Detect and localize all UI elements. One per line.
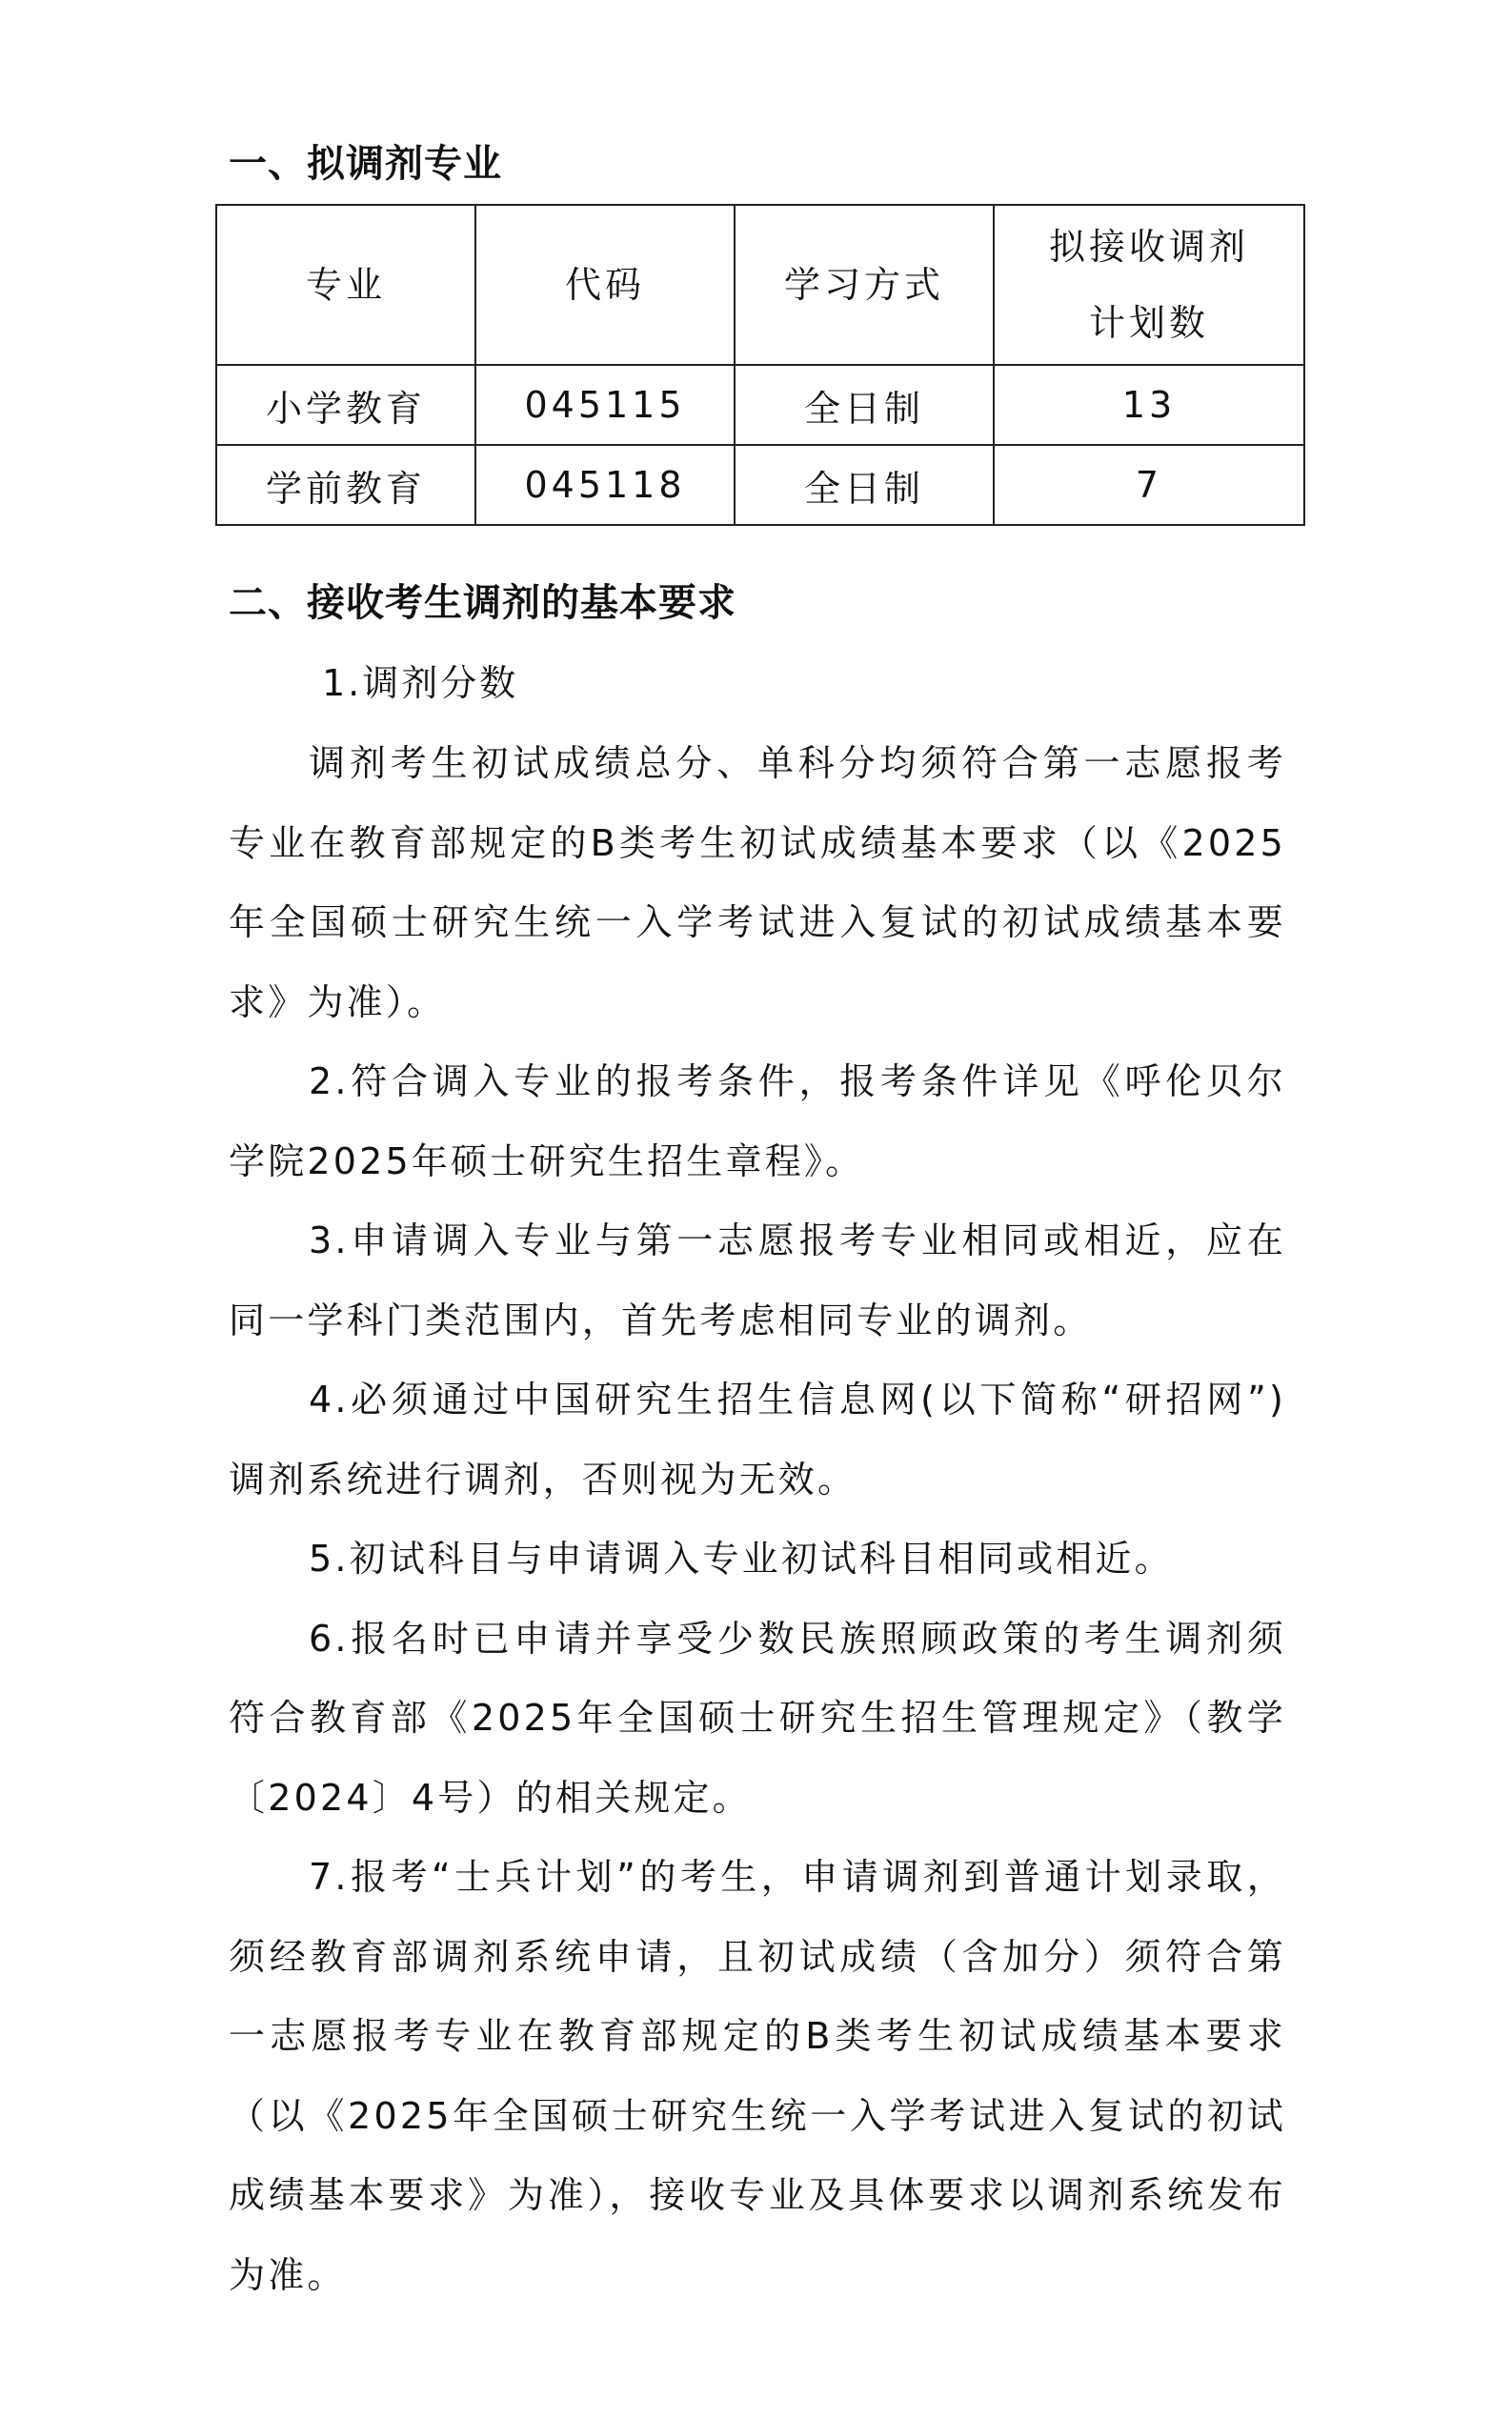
section-heading-requirements: 二、接收考生调剂的基本要求 — [229, 581, 736, 625]
paragraph-item-5: 5.初试科目与申请调入专业初试科目相同或相近。 — [309, 1538, 1174, 1580]
majors-table — [215, 204, 1305, 526]
subheading-score: 1.调剂分数 — [322, 662, 519, 704]
column-header-study-mode: 学习方式 — [735, 205, 994, 365]
table-header-row — [216, 205, 1304, 365]
column-header-major: 专业 — [216, 205, 475, 365]
table-row — [216, 365, 1304, 445]
plan-count-header-text: 拟接收调剂计划数 — [1048, 226, 1249, 344]
cell-study-mode: 全日制 — [735, 365, 994, 445]
paragraph-score-requirement: 调剂考生初试成绩总分、单科分均须符合第一志愿报考专业在教育部规定的B类考生初试成绩基本要求（以《2025年全国硕士研究生统一入学考试进入复试的初试成绩基本要求》为准）。 — [229, 742, 1286, 1023]
cell-plan-count: 7 — [994, 445, 1304, 525]
paragraph-item-4: 4.必须通过中国研究生招生信息网(以下简称“研招网”)调剂系统进行调剂，否则视为无效。 — [229, 1379, 1286, 1501]
requirements-body — [229, 724, 1286, 2315]
table-row — [216, 445, 1304, 525]
paragraph-item-3: 3.申请调入专业与第一志愿报考专业相同或相近，应在同一学科门类范围内，首先考虑相同专业的调剂。 — [229, 1219, 1286, 1341]
cell-major: 小学教育 — [216, 365, 475, 445]
section-heading-majors: 一、拟调剂专业 — [229, 142, 502, 186]
column-header-plan-count — [994, 205, 1304, 365]
column-header-code: 代码 — [475, 205, 735, 365]
paragraph-item-7: 7.报考“士兵计划”的考生，申请调剂到普通计划录取，须经教育部调剂系统申请，且初试成绩（含加分）须符合第一志愿报考专业在教育部规定的B类考生初试成绩基本要求（以《2025年全国硕士研究生统一入学考试进入复试的初试成绩基本要求》为准），接收专业及具体要求以调剂系统发布为准。 — [229, 1856, 1286, 2296]
cell-plan-count: 13 — [994, 365, 1304, 445]
cell-code: 045118 — [475, 445, 735, 525]
paragraph-item-6: 6.报名时已申请并享受少数民族照顾政策的考生调剂须符合教育部《2025年全国硕士研究生招生管理规定》（教学〔2024〕4号）的相关规定。 — [229, 1617, 1286, 1819]
cell-major: 学前教育 — [216, 445, 475, 525]
paragraph-item-2: 2.符合调入专业的报考条件，报考条件详见《呼伦贝尔学院2025年硕士研究生招生章程》。 — [229, 1060, 1286, 1182]
cell-code: 045115 — [475, 365, 735, 445]
cell-study-mode: 全日制 — [735, 445, 994, 525]
